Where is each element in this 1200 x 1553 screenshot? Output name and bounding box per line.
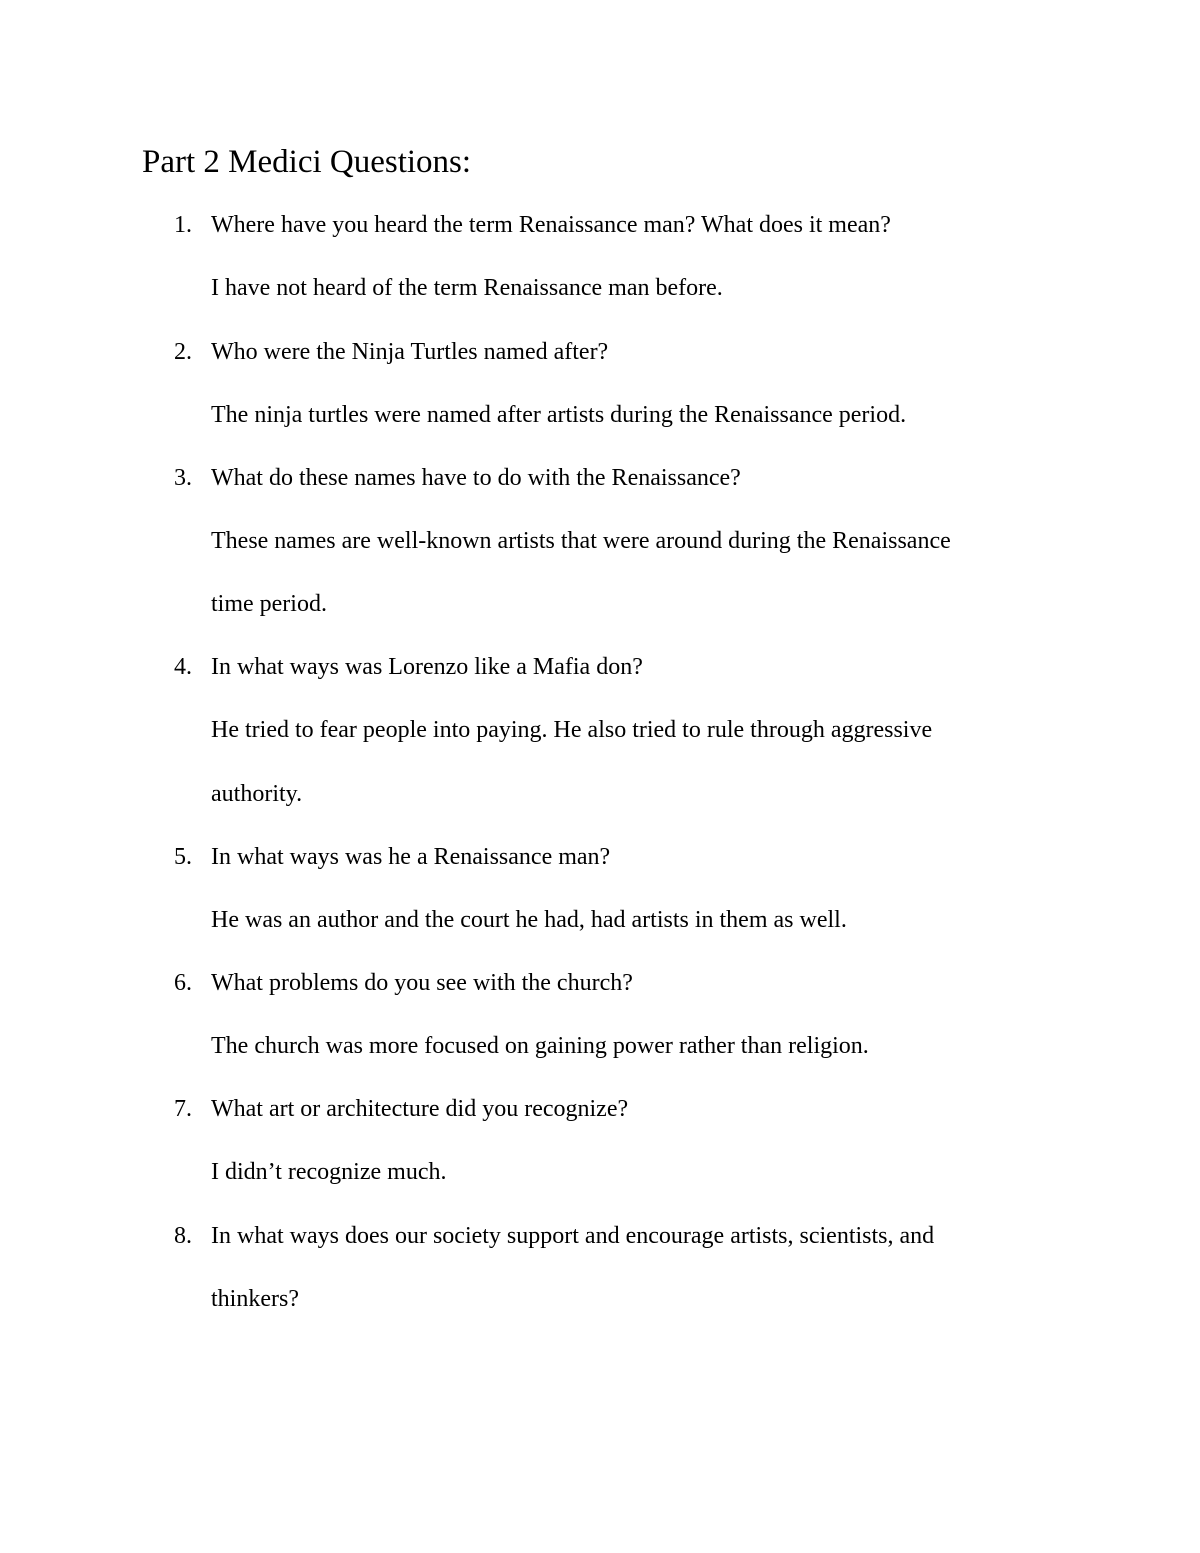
question-7: What art or architecture did you recognize? bbox=[211, 1096, 629, 1122]
answer-1: I have not heard of the term Renaissance man before. bbox=[211, 275, 723, 301]
question-number-8: 8. bbox=[174, 1223, 192, 1249]
answer-3-line-1: These names are well-known artists that were around during the Renaissance bbox=[211, 528, 951, 554]
question-8-line-1: In what ways does our society support and encourage artists, scientists, and bbox=[211, 1223, 935, 1249]
answer-3-line-2: time period. bbox=[211, 591, 327, 617]
question-4: In what ways was Lorenzo like a Mafia don? bbox=[211, 654, 643, 680]
question-2: Who were the Ninja Turtles named after? bbox=[211, 339, 609, 365]
question-8-line-2: thinkers? bbox=[211, 1286, 299, 1312]
answer-4-line-1: He tried to fear people into paying. He also tried to rule through aggressive bbox=[211, 717, 933, 743]
answer-6: The church was more focused on gaining power rather than religion. bbox=[211, 1033, 869, 1059]
answer-7: I didn’t recognize much. bbox=[211, 1159, 447, 1185]
question-1: Where have you heard the term Renaissance man? What does it mean? bbox=[211, 212, 891, 238]
question-number-7: 7. bbox=[174, 1096, 192, 1122]
question-number-3: 3. bbox=[174, 465, 192, 491]
question-6: What problems do you see with the church? bbox=[211, 970, 633, 996]
question-number-6: 6. bbox=[174, 970, 192, 996]
question-number-5: 5. bbox=[174, 844, 192, 870]
answer-2: The ninja turtles were named after artists during the Renaissance period. bbox=[211, 402, 907, 428]
question-number-4: 4. bbox=[174, 654, 192, 680]
question-number-2: 2. bbox=[174, 339, 192, 365]
question-3: What do these names have to do with the Renaissance? bbox=[211, 465, 741, 491]
question-number-1: 1. bbox=[174, 212, 192, 238]
question-5: In what ways was he a Renaissance man? bbox=[211, 844, 611, 870]
page-title: Part 2 Medici Questions: bbox=[142, 144, 472, 180]
answer-4-line-2: authority. bbox=[211, 781, 303, 807]
answer-5: He was an author and the court he had, had artists in them as well. bbox=[211, 907, 847, 933]
